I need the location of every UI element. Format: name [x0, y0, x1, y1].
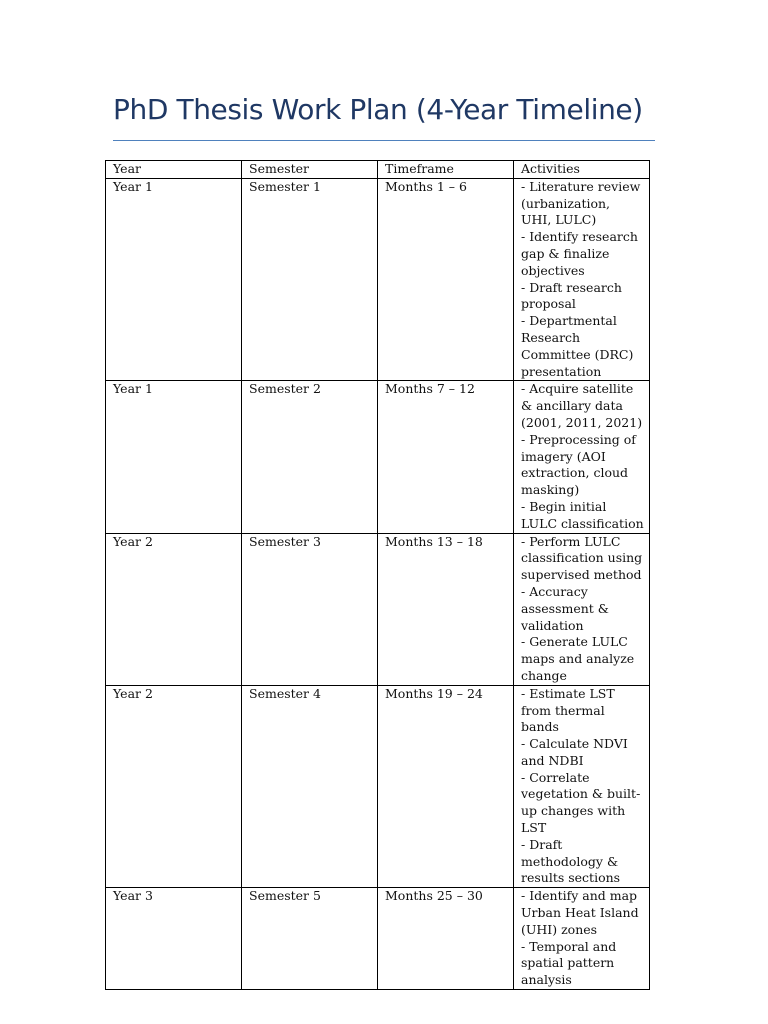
activity-item: - Draft research proposal: [521, 279, 622, 312]
table-row: [106, 888, 650, 990]
activity-item: - Acquire satellite & ancillary data (2001, 2011, 2021): [521, 381, 643, 430]
table-row: [106, 533, 650, 685]
activity-item: - Estimate LST from thermal bands: [521, 685, 615, 735]
header-timeframe: Timeframe: [378, 161, 514, 179]
timeframe-cell: Months 19 – 24: [378, 685, 514, 888]
semester-cell: Semester 4: [242, 685, 378, 888]
header-semester: Semester: [242, 161, 378, 179]
activity-item: - Identify research gap & finalize objectives: [521, 229, 638, 278]
activity-item: - Departmental Research Committee (DRC) presentation: [521, 313, 634, 379]
table-header-row: [106, 161, 650, 179]
activity-item: - Identify and map Urban Heat Island (UHI) zones: [521, 888, 639, 937]
activity-item: - Accuracy assessment & validation: [521, 583, 609, 633]
activity-item: - Temporal and spatial pattern analysis: [521, 938, 617, 988]
activity-item: - Preprocessing of imagery (AOI extraction, cloud masking): [521, 431, 636, 498]
activity-item: - Generate LULC maps and analyze change: [521, 634, 635, 683]
timeframe-cell: Months 7 – 12: [378, 381, 514, 533]
year-cell: Year 2: [106, 685, 242, 888]
year-cell: Year 2: [106, 533, 242, 685]
title-underline: [113, 140, 655, 141]
activities-cell: [514, 533, 650, 685]
page-title: PhD Thesis Work Plan (4-Year Timeline): [113, 93, 643, 126]
activity-item: - Perform LULC classification using supervised method: [521, 533, 643, 583]
table-row: [106, 685, 650, 888]
year-cell: Year 1: [106, 178, 242, 381]
work-plan-table: [105, 160, 650, 990]
header-activities: Activities: [514, 161, 650, 179]
activity-item: - Draft methodology & results sections: [521, 836, 621, 886]
header-year: Year: [106, 161, 242, 179]
timeframe-cell: Months 1 – 6: [378, 178, 514, 381]
year-cell: Year 1: [106, 381, 242, 533]
activity-item: - Literature review (urbanization, UHI, LULC): [521, 178, 641, 228]
activities-cell: [514, 888, 650, 990]
semester-cell: Semester 2: [242, 381, 378, 533]
semester-cell: Semester 3: [242, 533, 378, 685]
timeframe-cell: Months 13 – 18: [378, 533, 514, 685]
activities-cell: [514, 381, 650, 533]
semester-cell: Semester 5: [242, 888, 378, 990]
timeframe-cell: Months 25 – 30: [378, 888, 514, 990]
semester-cell: Semester 1: [242, 178, 378, 381]
activity-item: - Correlate vegetation & built-up changes with LST: [521, 769, 641, 836]
activities-cell: [514, 685, 650, 888]
year-cell: Year 3: [106, 888, 242, 990]
table-row: [106, 178, 650, 381]
table-row: [106, 381, 650, 533]
activities-cell: [514, 178, 650, 381]
activity-item: - Calculate NDVI and NDBI: [521, 736, 628, 768]
activity-item: - Begin initial LULC classification: [521, 498, 644, 531]
